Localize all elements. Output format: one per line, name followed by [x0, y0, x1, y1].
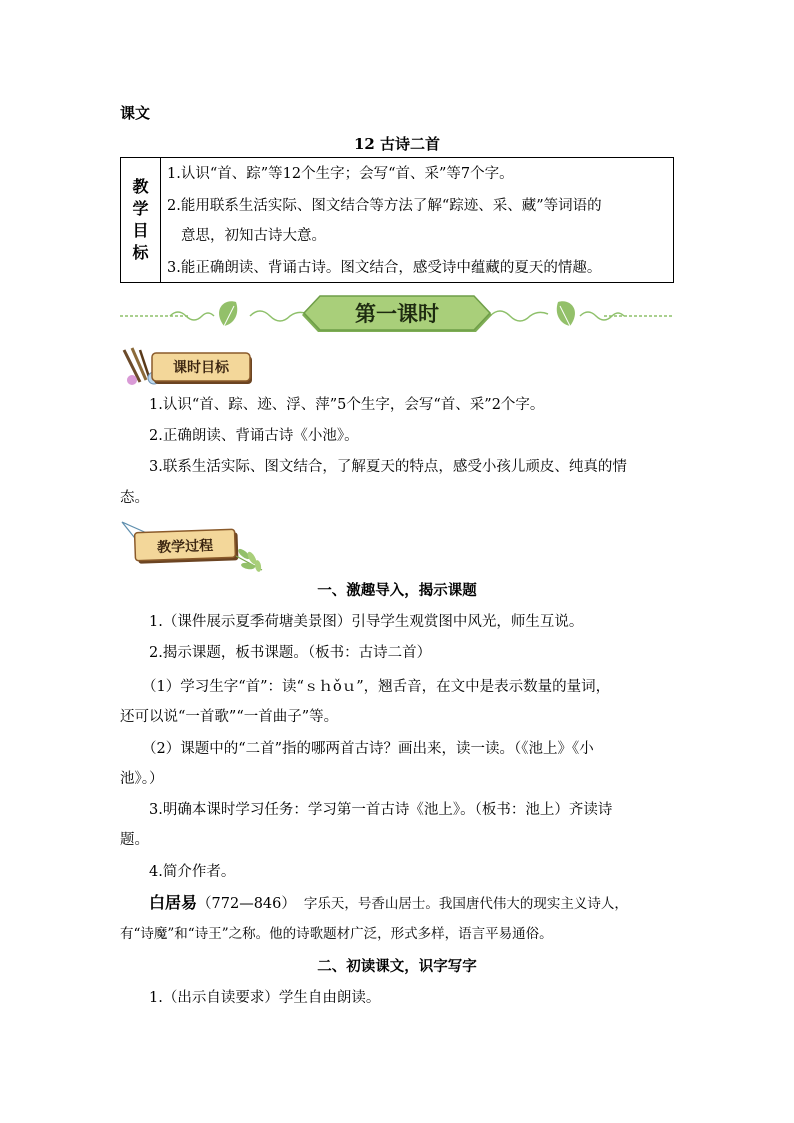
objectives-badge-label: 课时目标 — [173, 360, 229, 376]
swirl-right-icon — [490, 311, 548, 321]
section-heading: 二、初读课文，识字写字 — [317, 958, 477, 975]
flower-icon — [127, 375, 137, 385]
leaf-icon — [557, 301, 575, 326]
goal-line: 2.能用联系生活实际、图文结合等方法了解“踪迹、采、藏”等词语的 — [167, 198, 602, 214]
author-bio: 字乐天，号香山居士。我国唐代伟大的现实主义诗人， — [303, 896, 628, 912]
swirl-right-icon — [580, 312, 624, 320]
process-line: 还可以说“一首歌”“一首曲子”等。 — [120, 709, 339, 725]
objective-line: 2.正确朗读、背诵古诗《小池》。 — [149, 428, 359, 444]
lesson-title: 12 古诗二首 — [353, 135, 441, 153]
goal-line: 3.能正确朗读、背诵古诗。图文结合，感受诗中蕴藏的夏天的情趣。 — [167, 260, 602, 276]
process-badge-label: 教学过程 — [156, 538, 214, 556]
section-label: 课文 — [120, 104, 151, 122]
section-heading: 一、激趣导入，揭示课题 — [317, 582, 477, 599]
process-line: （2）课题中的“二首”指的哪两首古诗？画出来，读一读。（《池上》《小 — [142, 741, 594, 757]
process-line: 4.简介作者。 — [149, 864, 236, 880]
banner-title: 第一课时 — [355, 301, 439, 326]
goal-line: 1.认识“首、踪”等12个生字；会写“首、采”等7个字。 — [167, 166, 514, 182]
objective-line: 3.联系生活实际、图文结合，了解夏天的特点，感受小孩儿顽皮、纯真的情 — [149, 459, 627, 475]
process-line: 3.明确本课时学习任务：学习第一首古诗《池上》。（板书：池上）齐读诗 — [149, 802, 613, 818]
process-line: 1.（课件展示夏季荷塘美景图）引导学生观赏图中风光，师生互说。 — [149, 614, 584, 630]
process-line: （1）学习生字“首”：读“ｓｈǒｕ”，翘舌音，在文中是表示数量的量词， — [142, 679, 611, 695]
leaf-icon — [219, 301, 237, 326]
author-bio: 有“诗魔”和“诗王”之称。他的诗歌题材广泛，形式多样，语言平易通俗。 — [120, 926, 553, 942]
goals-header-char: 教 — [132, 177, 149, 196]
goals-header-char: 标 — [132, 243, 149, 262]
author-name: 白居易 — [149, 893, 198, 912]
goals-header-char: 目 — [132, 221, 149, 240]
swirl-left-icon — [250, 311, 308, 321]
process-line: 池》。） — [120, 771, 164, 787]
objectives-badge — [118, 346, 258, 390]
goals-header-char: 学 — [132, 199, 149, 218]
objective-line: 态。 — [120, 490, 149, 506]
process-line: 题。 — [120, 832, 149, 848]
author-years: （772—846） — [197, 896, 296, 912]
process-line: 2.揭示课题，板书课题。（板书：古诗二首） — [149, 645, 432, 661]
process-line: 1.（出示自读要求）学生自由朗读。 — [149, 990, 381, 1006]
teaching-goals-table — [120, 157, 674, 283]
objective-line: 1.认识“首、踪、迹、浮、萍”5个生字，会写“首、采”2个字。 — [149, 397, 545, 413]
author-intro — [120, 893, 703, 914]
process-badge — [118, 516, 268, 576]
lesson-banner — [120, 288, 674, 342]
goals-table-header — [121, 158, 161, 282]
goal-line: 意思，初知古诗大意。 — [181, 228, 326, 244]
